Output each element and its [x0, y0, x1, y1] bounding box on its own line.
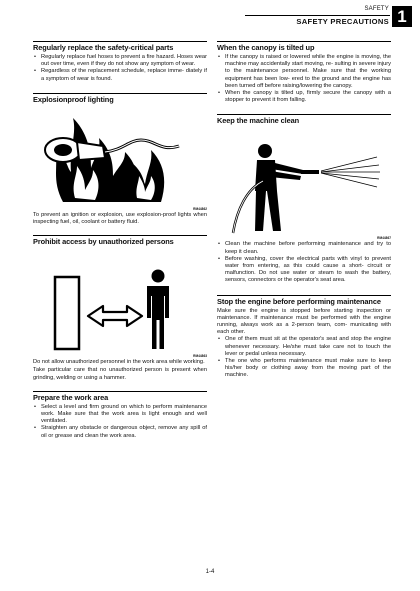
header-section: SAFETY: [364, 6, 389, 12]
list-item: • If the canopy is raised or lowered while the engine is moving, the machine may accidentally start moving, re- sulting in severe injury to the maintenance personnel. Make sure that the working equipment has been low- ered to the ground and the engine has been turned off before raising/lowering the canopy.: [217, 54, 391, 90]
figure-code: RM44863: [193, 354, 207, 359]
section-heading: Stop the engine before performing maintenance: [217, 296, 381, 306]
list-item: • Regardless of the replacement schedule, replace imme- diately if a symptom of wear is found.: [33, 68, 207, 82]
section-replace-parts: [33, 41, 207, 83]
section-rule: [217, 41, 391, 42]
section-heading: Explosionproof lighting: [33, 94, 114, 104]
washing-person-drawing: [217, 129, 391, 239]
section-rule: [217, 295, 391, 296]
paragraph: Make sure the engine is stopped before starting inspection or maintenance. If maintenance must be performed with the engine running, always work as a 2-person team, com- municating with each other.: [217, 307, 391, 336]
header-rule: [245, 15, 390, 16]
bullet-list: [217, 336, 391, 379]
list-item: • Before washing, cover the electrical parts with vinyl to prevent water from entering, as this could cause a short- circuit or malfunction. Do not use water or steam to wash the battery, sensors, connectors or the operator's seat area.: [217, 256, 391, 285]
bullet-list: [217, 54, 391, 104]
section-heading: Prepare the work area: [33, 392, 109, 402]
section-heading: Keep the machine clean: [217, 116, 300, 126]
section-stop-engine: [217, 295, 391, 380]
section-heading: Regularly replace the safety-critical parts: [33, 43, 174, 52]
section-heading: Prohibit access by unauthorized persons: [33, 237, 174, 247]
section-rule: [33, 93, 207, 94]
section-prepare-work-area: [33, 391, 207, 440]
figure-code: RM44862: [193, 206, 207, 211]
section-rule: [33, 235, 207, 236]
keep-away-drawing: [33, 249, 207, 357]
keep-away-illustration: [33, 249, 207, 359]
section-canopy-tilted: [217, 41, 391, 104]
section-rule: [33, 41, 207, 42]
left-column: [33, 41, 207, 440]
header-title: SAFETY PRECAUTIONS: [296, 17, 389, 26]
figure-code: RM44867: [377, 236, 391, 241]
paragraph: To prevent an ignition or explosion, use explosion-proof lights when inspecting fuel, oil, coolant or battery fluid.: [33, 211, 207, 226]
right-column: [217, 41, 391, 380]
page-number: 1-4: [205, 569, 215, 575]
chapter-tab: 1: [392, 6, 412, 27]
fire-lamp-drawing: [33, 110, 207, 210]
list-item: • Clean the machine before performing maintenance and try to keep it clean.: [217, 241, 391, 255]
list-item: • Straighten any obstacle or dangerous object, remove any spill of oil or grease and clean the work area.: [33, 425, 207, 439]
section-prohibit-access: [33, 235, 207, 382]
paragraph: Do not allow unauthorized personnel in the work area while working.: [33, 359, 205, 366]
list-item: • Regularly replace fuel hoses to prevent a fire hazard. Hoses wear out over time, even if they do not show any symptom of wear.: [33, 54, 207, 68]
washing-illustration: [217, 129, 391, 241]
list-item: • One of them must sit at the operator's seat and stop the engine whenever necessary. He/she must take care not to touch the lever or pedal unless necessary.: [217, 336, 391, 358]
section-rule: [217, 114, 391, 115]
bullet-list: [33, 404, 207, 440]
section-heading: When the canopy is tilted up: [217, 43, 315, 52]
list-item: • The one who performs maintenance must make sure to keep his/her body or clothing away from the moving part of the machine.: [217, 358, 391, 380]
lamp-fire-illustration: [33, 110, 207, 212]
bullet-list: [33, 54, 207, 83]
section-keep-clean: [217, 114, 391, 284]
section-explosionproof-lighting: [33, 93, 207, 226]
page-header: [0, 0, 420, 30]
section-rule: [33, 391, 207, 392]
bullet-list: [217, 241, 391, 284]
list-item: • When the canopy is tilted up, firmly secure the canopy with a stopper to prevent it from falling.: [217, 90, 391, 104]
list-item: • Select a level and firm ground on which to perform maintenance work. Make sure that the work area is light enough and well ventilated.: [33, 404, 207, 426]
paragraph: Take particular care that no unauthorized person is present when grinding, welding or using a hammer.: [33, 367, 207, 381]
